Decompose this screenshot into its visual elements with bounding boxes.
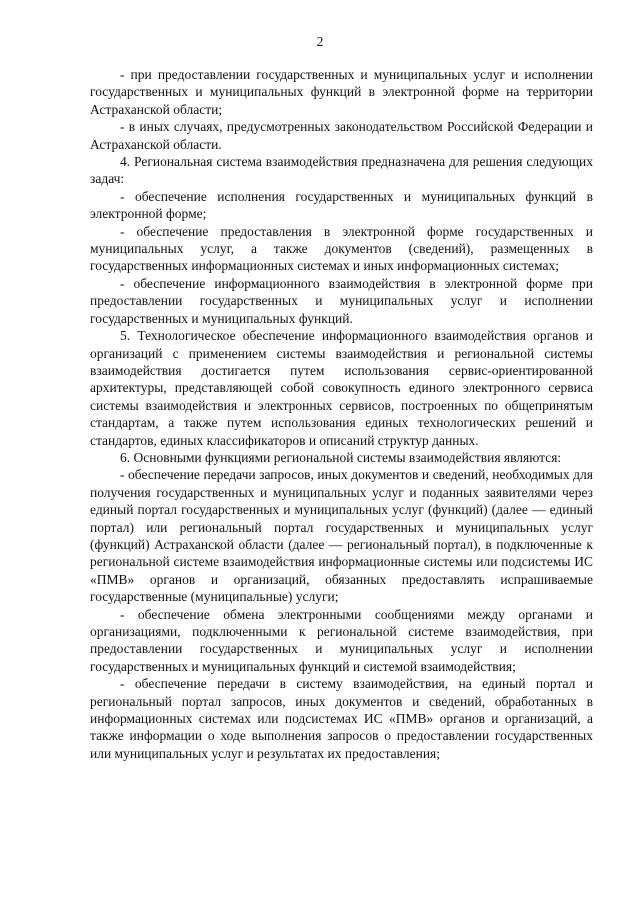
paragraph-10: - обеспечение обмена электронными сообщениями между органами и организациями, подключенными к региональной системе взаимодействия, при предоставлении государственных и муниципальных услуг и исполнении государственных и муниципальных функций и системой взаимодействия;	[90, 606, 593, 674]
paragraph-6: - обеспечение информационного взаимодействия в электронной форме при предоставлении государственных и муниципальных услуг и исполнении государственных и муниципальных функций.	[90, 275, 593, 326]
paragraph-11: - обеспечение передачи в систему взаимодействия, на единый портал и региональный портал запросов, иных документов и сведений, обработанных в информационных системах или подсистемах ИС «ПМВ» органов и организаций, а также информации о ходе выполнения запросов о предоставлении государственных или муниципальных услуг и результатах их предоставления;	[90, 676, 593, 761]
document-body	[90, 66, 593, 762]
page-number: 2	[316, 34, 324, 49]
paragraph-1: - при предоставлении государственных и муниципальных услуг и исполнении государственных и муниципальных функций в электронной форме на территории Астраханской области;	[90, 67, 593, 117]
paragraph-2: - в иных случаях, предусмотренных законодательством Российской Федерации и Астраханской области.	[90, 119, 593, 152]
paragraph-9: - обеспечение передачи запросов, иных документов и сведений, необходимых для получения государственных и муниципальных услуг и поданных заявителями через единый портал государственных и муниципальных услуг (функций) (далее — единый портал) или региональный портал государственных и муниципальных услуг (функций) Астраханской области (далее — региональный портал), в подключенные к региональной системе взаимодействия информационные системы или подсистемы ИС «ПМВ» органов и организаций, обязанных предоставлять испрашиваемые государственные (муниципальные) услуги;	[90, 467, 593, 605]
paragraph-7: 5. Технологическое обеспечение информационного взаимодействия органов и организаций с применением системы взаимодействия и региональной системы взаимодействия достигается путем использования сервис-ориентированной архитектуры, представляющей собой совокупность единого электронного сервиса системы взаимодействия и электронных сервисов, построенных по общепринятым стандартам, а также путем использования единых технологических решений и стандартов, единых классификаторов и описаний структур данных.	[90, 328, 593, 448]
paragraph-5: - обеспечение предоставления в электронной форме государственных и муниципальных услуг, а также документов (сведений), размещенных в государственных информационных системах и иных информационных системах;	[90, 223, 593, 274]
paragraph-4: - обеспечение исполнения государственных и муниципальных функций в электронной форме;	[90, 188, 593, 222]
paragraph-3: 4. Региональная система взаимодействия предназначена для решения следующих задач:	[90, 154, 593, 187]
paragraph-8: 6. Основными функциями региональной системы взаимодействия являются:	[120, 449, 562, 465]
